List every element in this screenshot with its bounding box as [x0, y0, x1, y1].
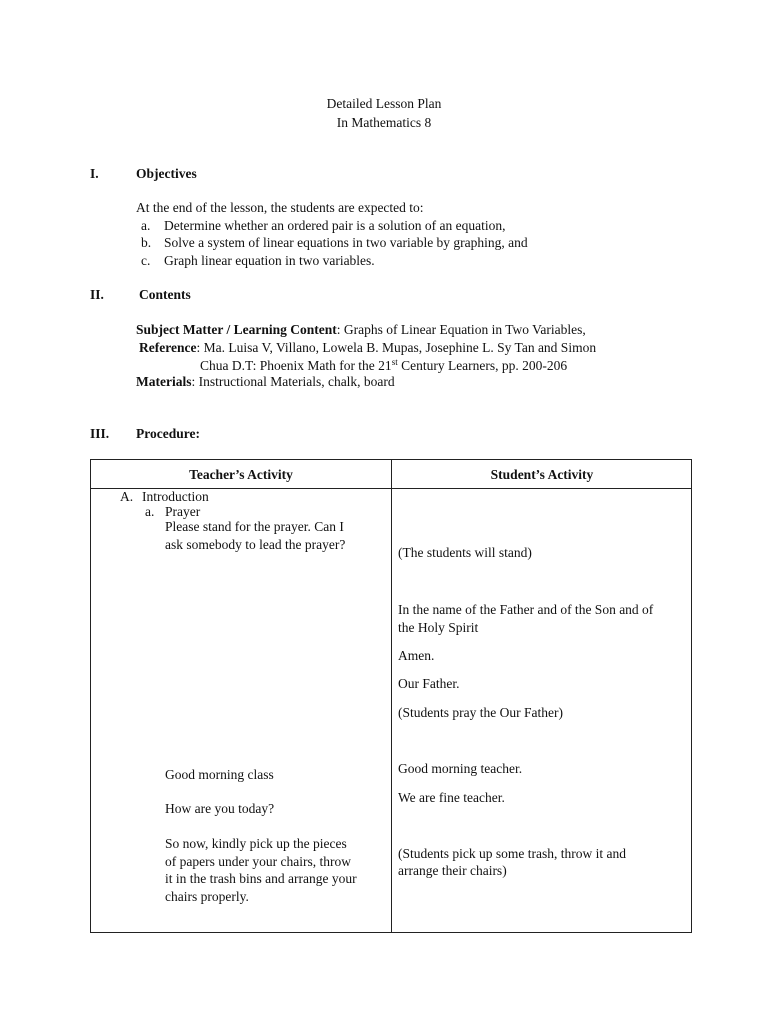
prayer-line-1: Please stand for the prayer. Can I [165, 519, 344, 534]
materials-value: : Instructional Materials, chalk, board [191, 374, 395, 389]
prayer-label: Prayer [165, 504, 201, 519]
section-numeral-2: II. [90, 287, 104, 302]
materials-label: Materials [136, 374, 192, 389]
how-text: How are you today? [165, 801, 275, 816]
objective-item-b: Solve a system of linear equations in two variable by graphing, and [164, 235, 528, 250]
document-subtitle: In Mathematics 8 [336, 115, 432, 130]
reference-line [139, 340, 596, 356]
student-our-father: Our Father. [398, 676, 460, 691]
student-activity-header: Student’s Activity [490, 467, 594, 482]
objective-letter-a: a. [141, 218, 151, 233]
reference-label: Reference [139, 340, 197, 355]
objective-letter-b: b. [141, 235, 152, 250]
student-fine: We are fine teacher. [398, 790, 505, 805]
reference-value: : Ma. Luisa V, Villano, Lowela B. Mupas, Josephine L. Sy Tan and Simon [196, 340, 597, 355]
student-good-morning: Good morning teacher. [398, 761, 523, 776]
objectives-intro: At the end of the lesson, the students are expected to: [136, 200, 424, 215]
document-title: Detailed Lesson Plan [326, 96, 442, 111]
objective-letter-c: c. [141, 253, 151, 268]
objective-item-a: Determine whether an ordered pair is a solution of an equation, [164, 218, 506, 233]
student-trash-line-1: (Students pick up some trash, throw it and [398, 846, 626, 861]
objective-item-c: Graph linear equation in two variables. [164, 253, 375, 268]
procedure-heading: Procedure: [136, 426, 200, 441]
section-numeral-3: III. [90, 426, 110, 441]
contents-heading: Contents [139, 287, 191, 302]
student-stand: (The students will stand) [398, 545, 532, 560]
pickup-line-2: of papers under your chairs, throw [165, 854, 351, 869]
teacher-activity-header: Teacher’s Activity [189, 467, 293, 482]
pickup-line-4: chairs properly. [165, 889, 249, 904]
pickup-line-3: it in the trash bins and arrange your [165, 871, 357, 886]
intro-letter: A. [120, 489, 134, 504]
subject-matter-label: Subject Matter / Learning Content [136, 322, 337, 337]
objectives-heading: Objectives [136, 166, 197, 181]
materials-line [136, 374, 395, 390]
greeting-text: Good morning class [165, 767, 274, 782]
student-name-line-2: the Holy Spirit [398, 620, 479, 635]
procedure-table [90, 459, 692, 933]
table-column-divider [391, 460, 392, 932]
student-pray: (Students pray the Our Father) [398, 705, 563, 720]
student-amen: Amen. [398, 648, 435, 663]
section-numeral-1: I. [90, 166, 99, 181]
reference-line2-a: Chua D.T: Phoenix Math for the 21 [200, 358, 392, 373]
student-trash-line-2: arrange their chairs) [398, 863, 507, 878]
prayer-letter: a. [145, 504, 155, 519]
reference-line2-b: Century Learners, pp. 200-206 [397, 358, 568, 373]
pickup-line-1: So now, kindly pick up the pieces [165, 836, 347, 851]
reference-superscript: st [391, 357, 398, 367]
subject-matter-value: : Graphs of Linear Equation in Two Variables, [336, 322, 586, 337]
reference-line-2 [200, 357, 567, 374]
subject-matter-line [136, 322, 586, 338]
student-name-line-1: In the name of the Father and of the Son and of [398, 602, 654, 617]
prayer-line-2: ask somebody to lead the prayer? [165, 537, 346, 552]
intro-label: Introduction [142, 489, 209, 504]
